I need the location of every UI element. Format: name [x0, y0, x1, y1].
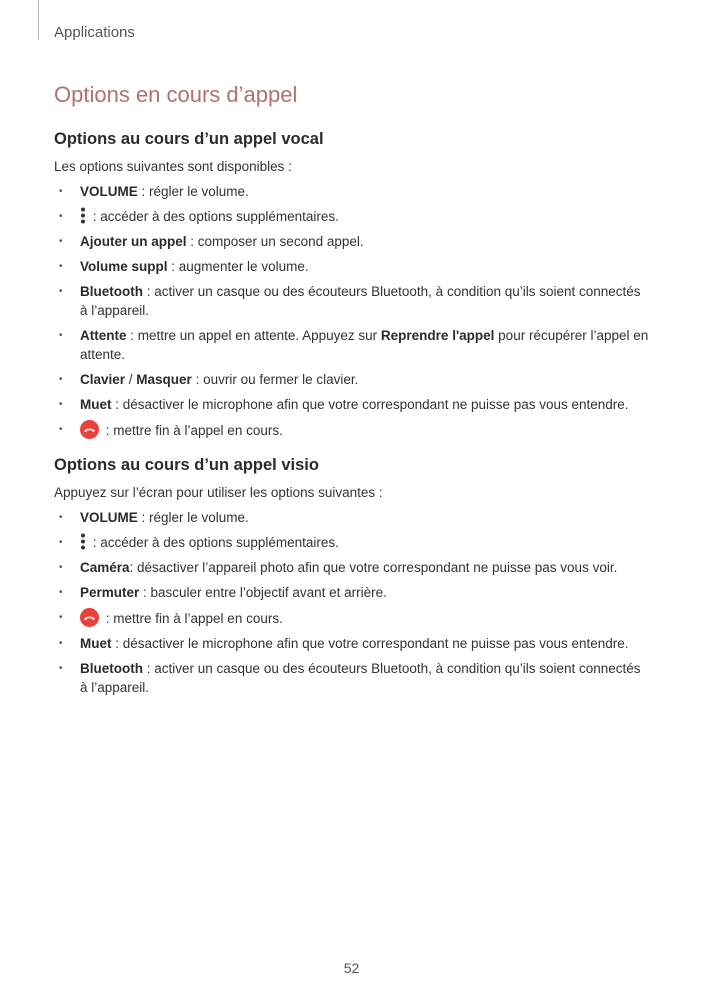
header-rule — [38, 0, 39, 40]
option-description: pour récupérer l’appel en attente. — [80, 328, 649, 362]
option-description: : mettre fin à l’appel en cours. — [102, 611, 283, 626]
voice-call-section — [54, 130, 650, 440]
list-item — [54, 420, 650, 440]
list-item — [54, 558, 650, 577]
voice-intro: Les options suivantes sont disponibles : — [54, 159, 292, 174]
list-item — [54, 608, 650, 628]
option-term: VOLUME — [80, 184, 138, 199]
option-term: Caméra — [80, 560, 130, 575]
end-call-icon — [80, 608, 99, 627]
list-item — [54, 508, 650, 527]
list-item — [54, 634, 650, 653]
option-description: : composer un second appel. — [186, 234, 364, 249]
option-description: : mettre un appel en attente. Appuyez sur — [126, 328, 381, 343]
page-title: Options en cours d’appel — [54, 82, 298, 107]
more-options-icon — [80, 533, 86, 550]
option-description: : basculer entre l’objectif avant et arrière. — [139, 585, 387, 600]
option-description: : désactiver le microphone afin que votre correspondant ne puisse pas vous entendre. — [111, 636, 629, 651]
list-item — [54, 326, 650, 364]
list-item — [54, 182, 650, 201]
option-description: : désactiver l’appareil photo afin que votre correspondant ne puisse pas vous voir. — [129, 560, 618, 575]
header-section-label: Applications — [54, 24, 135, 41]
option-description: : régler le volume. — [137, 510, 249, 525]
voice-section-title: Options au cours d’un appel vocal — [54, 130, 324, 148]
list-item — [54, 232, 650, 251]
option-term: Muet — [80, 636, 112, 651]
end-call-icon — [80, 420, 99, 439]
video-section-title: Options au cours d’un appel visio — [54, 456, 319, 474]
option-term: VOLUME — [80, 510, 138, 525]
option-description: : activer un casque ou des écouteurs Bluetooth, à condition qu’ils soient connectés à l’appareil. — [80, 661, 641, 695]
list-item — [54, 370, 650, 389]
more-options-icon — [80, 207, 86, 224]
option-term: Attente — [80, 328, 127, 343]
option-term: Reprendre l'appel — [380, 328, 495, 343]
voice-options-list — [54, 182, 650, 440]
video-call-section — [54, 456, 650, 697]
content — [54, 130, 650, 703]
option-term: Permuter — [80, 585, 140, 600]
list-item — [54, 533, 650, 552]
option-term: Bluetooth — [80, 661, 143, 676]
option-description: : régler le volume. — [137, 184, 249, 199]
video-intro: Appuyez sur l’écran pour utiliser les options suivantes : — [54, 485, 383, 500]
option-description: : accéder à des options supplémentaires. — [89, 535, 339, 550]
option-description: : augmenter le volume. — [167, 259, 309, 274]
list-item — [54, 395, 650, 414]
option-term: Ajouter un appel — [80, 234, 187, 249]
list-item — [54, 257, 650, 276]
option-description: : activer un casque ou des écouteurs Bluetooth, à condition qu’ils soient connectés à l’appareil. — [80, 284, 641, 318]
option-description: : désactiver le microphone afin que votre correspondant ne puisse pas vous entendre. — [111, 397, 629, 412]
option-term: Masquer — [136, 372, 192, 387]
option-description: : ouvrir ou fermer le clavier. — [191, 372, 359, 387]
video-options-list — [54, 508, 650, 697]
option-description: : mettre fin à l’appel en cours. — [102, 423, 283, 438]
option-description: : accéder à des options supplémentaires. — [89, 209, 339, 224]
list-item — [54, 207, 650, 226]
option-term: Clavier — [80, 372, 126, 387]
page-number: 52 — [343, 960, 360, 976]
option-term: Muet — [80, 397, 112, 412]
list-item — [54, 583, 650, 602]
list-item — [54, 659, 650, 697]
list-item — [54, 282, 650, 320]
option-term: Bluetooth — [80, 284, 143, 299]
option-term: Volume suppl — [80, 259, 168, 274]
option-separator: / — [125, 372, 137, 387]
